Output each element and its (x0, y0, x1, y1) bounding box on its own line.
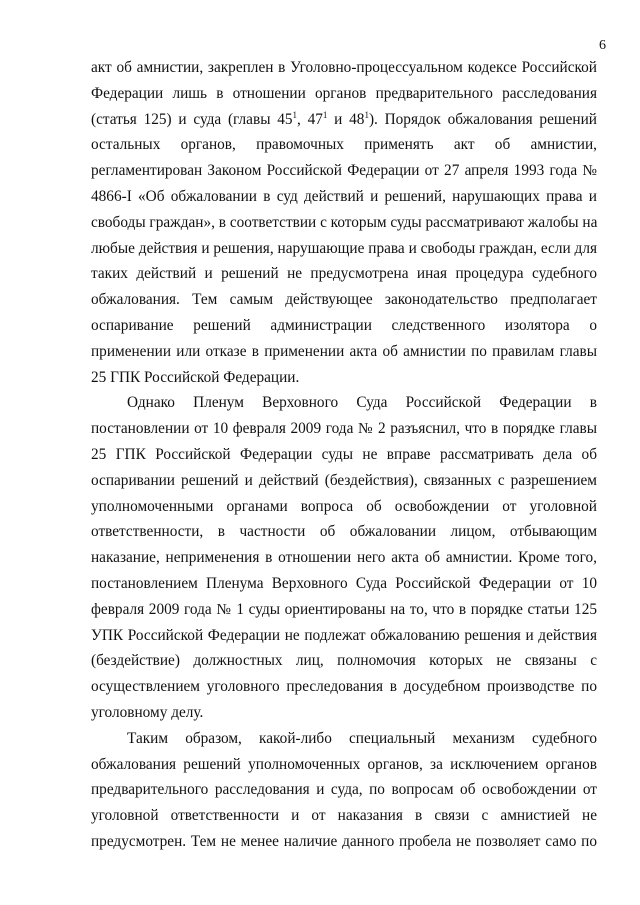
text-line: Однако Пленум Верховного Суда Российской Федерации в (127, 394, 597, 412)
text-line-with-superscripts (91, 107, 597, 133)
text-line: постановлением Пленума Верховного Суда Российской Федерации от 10 (91, 574, 597, 592)
text-line: Федерации лишь в отношении органов предварительного расследования (91, 84, 597, 102)
page-number: 6 (599, 38, 606, 53)
body-text (91, 55, 597, 855)
text-line: февраля 2009 года № 1 суды ориентированы на то, что в порядке статьи 125 (91, 600, 597, 618)
text-line: наказание, неприменения в отношении него акта об амнистии. Кроме того, (91, 549, 597, 567)
text-line: свободы граждан», в соответствии с которым суды рассматривают жалобы на (91, 213, 598, 231)
paragraph-3 (91, 726, 597, 855)
paragraph-1 (91, 55, 597, 390)
text-line: 4866-I «Об обжаловании в суд действий и решений, нарушающих права и (91, 187, 597, 205)
text-run: ). Порядок обжалования решений (368, 110, 597, 128)
text-line: оспаривании решений и действий (бездействия), связанных с разрешением (91, 471, 597, 489)
text-line: 25 ГПК Российской Федерации. (91, 368, 300, 386)
text-line: уполномоченными органами вопроса об освобождении от уголовной (91, 497, 597, 515)
text-line: акт об амнистии, закреплен в Уголовно-процессуальном кодексе Российской (91, 59, 597, 76)
superscript: 1 (364, 109, 369, 120)
paragraph-2 (91, 390, 597, 725)
text-run: и 48 (327, 110, 365, 128)
superscript: 1 (292, 109, 298, 120)
text-line: постановлении от 10 февраля 2009 года № 2 разъяснил, что в порядке главы (91, 420, 597, 438)
text-line: регламентирован Законом Российской Федерации от 27 апреля 1993 года № (91, 162, 597, 180)
text-line: предварительного расследования и суда, по вопросам об освобождении от (91, 781, 597, 799)
text-line: предусмотрен. Тем не менее наличие данного пробела не позволяет само по (91, 832, 597, 850)
text-line: оспаривание решений администрации следственного изолятора о (91, 316, 597, 334)
text-line: 25 ГПК Российской Федерации суды не вправе рассматривать дела об (91, 445, 597, 463)
text-line: применении или отказе в применении акта об амнистии по правилам главы (91, 342, 597, 360)
text-line: (бездействие) должностных лиц, полномочия которых не связаны с (91, 652, 597, 670)
text-run: , 47 (297, 110, 323, 128)
text-run: (статья 125) и суда (главы 45 (91, 110, 293, 128)
superscript: 1 (322, 109, 328, 120)
text-line: Таким образом, какой-либо специальный механизм судебного (127, 729, 597, 747)
text-line: любые действия и решения, нарушающие права и свободы граждан, если для (91, 239, 597, 257)
text-line: уголовной ответственности и от наказания в связи с амнистией не (91, 807, 597, 825)
text-line: УПК Российской Федерации не подлежат обжалованию решения и действия (91, 626, 597, 644)
text-line: таких действий и решений не предусмотрена иная процедура судебного (91, 265, 597, 283)
text-line: обжалования решений уполномоченных органов, за исключением органов (91, 755, 597, 773)
text-line: остальных органов, правомочных применять акт об амнистии, (91, 136, 597, 154)
text-line: уголовному делу. (91, 703, 204, 721)
text-line: ответственности, в частности об обжаловании лицом, отбывающим (91, 523, 597, 541)
text-line: обжалования. Тем самым действующее законодательство предполагает (91, 291, 597, 309)
text-line: осуществлением уголовного преследования в досудебном производстве по (91, 678, 597, 696)
